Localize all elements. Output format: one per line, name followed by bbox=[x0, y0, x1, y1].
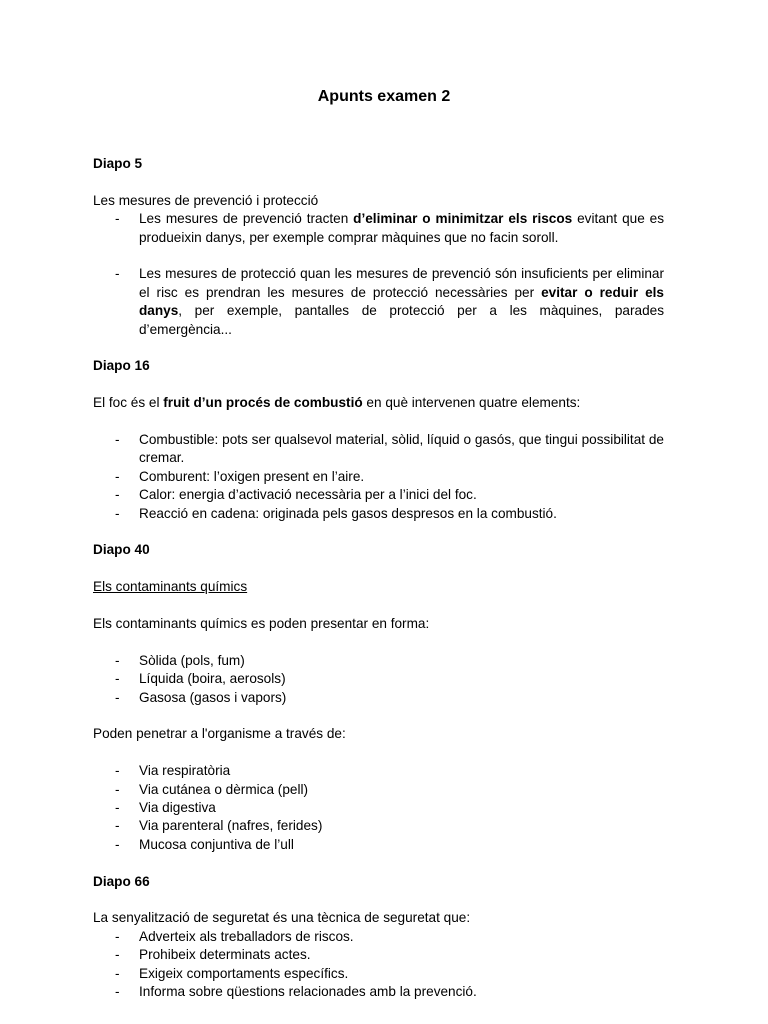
list-item bbox=[93, 836, 664, 854]
intro-text: El foc és el bbox=[93, 395, 164, 411]
section-intro: Les mesures de prevenció i protecció bbox=[93, 192, 319, 208]
item-emphasis: d’eliminar o minimitzar els riscos bbox=[353, 211, 573, 227]
bullet-dash: - bbox=[115, 671, 120, 687]
section-heading-diapo-5: Diapo 5 bbox=[93, 156, 143, 171]
item-text: Comburent: l’oxigen present en l’aire. bbox=[139, 468, 365, 484]
list-item bbox=[93, 817, 664, 835]
bullet-dash: - bbox=[115, 468, 120, 484]
item-text: Adverteix als treballadors de riscos. bbox=[139, 928, 354, 944]
list-item bbox=[93, 468, 664, 486]
fire-elements-list bbox=[93, 431, 664, 523]
list-item bbox=[93, 781, 664, 799]
bullet-dash: - bbox=[115, 266, 120, 282]
list-item bbox=[93, 965, 664, 983]
list-item bbox=[93, 762, 664, 780]
section-subtitle: Els contaminants químics bbox=[93, 579, 248, 595]
bullet-dash: - bbox=[115, 689, 120, 705]
bullet-dash: - bbox=[115, 984, 120, 1000]
bullet-dash: - bbox=[115, 800, 120, 816]
bullet-dash: - bbox=[115, 763, 120, 779]
list-item bbox=[93, 799, 664, 817]
section-heading-diapo-66: Diapo 66 bbox=[93, 873, 150, 889]
signage-list bbox=[93, 928, 664, 1002]
item-emphasis: evitar o reduir els danys bbox=[139, 284, 664, 319]
bullet-dash: - bbox=[115, 965, 120, 981]
section-intro: La senyalització de seguretat és una tècnica de seguretat que: bbox=[93, 910, 471, 926]
item-text: Via parenteral (nafres, ferides) bbox=[139, 818, 323, 834]
item-text: Líquida (boira, aerosols) bbox=[139, 671, 286, 687]
bullet-dash: - bbox=[115, 432, 120, 448]
prevention-list bbox=[93, 210, 664, 339]
section-intro bbox=[93, 394, 664, 412]
item-text: Mucosa conjuntiva de l’ull bbox=[139, 836, 294, 852]
bullet-dash: - bbox=[115, 928, 120, 944]
section-intro: Els contaminants químics es poden presentar en forma: bbox=[93, 616, 430, 632]
item-text: Via digestiva bbox=[139, 800, 216, 816]
list-item bbox=[93, 946, 664, 964]
item-text: Reacció en cadena: originada pels gasos despresos en la combustió. bbox=[139, 505, 557, 521]
list-item bbox=[93, 983, 664, 1001]
item-text: Exigeix comportaments específics. bbox=[139, 965, 349, 981]
list-item bbox=[93, 431, 664, 468]
bullet-dash: - bbox=[115, 505, 120, 521]
list-item bbox=[93, 689, 664, 707]
list-item bbox=[93, 670, 664, 688]
document-title: Apunts examen 2 bbox=[317, 88, 451, 105]
item-text: , per exemple, pantalles de protecció per a les màquines, parades d’emergència... bbox=[139, 303, 664, 337]
bullet-dash: - bbox=[115, 947, 120, 963]
list-item bbox=[93, 265, 664, 339]
section-heading-diapo-16: Diapo 16 bbox=[93, 358, 150, 374]
bullet-dash: - bbox=[115, 781, 120, 797]
item-text: Calor: energia d’activació necessària per a l’inici del foc. bbox=[139, 487, 477, 503]
section-intro: Poden penetrar a l'organisme a través de: bbox=[93, 726, 346, 742]
item-text: Via cutánea o dèrmica (pell) bbox=[139, 781, 309, 797]
list-item bbox=[93, 928, 664, 946]
bullet-dash: - bbox=[115, 487, 120, 503]
list-item bbox=[93, 505, 664, 523]
bullet-dash: - bbox=[115, 836, 120, 852]
intro-emphasis: fruit d’un procés de combustió bbox=[163, 395, 363, 411]
document-body bbox=[93, 155, 664, 1020]
item-text: Combustible: pots ser qualsevol material, sòlid, líquid o gasós, que tingui possibilitat de cremar. bbox=[139, 432, 664, 466]
list-item bbox=[93, 486, 664, 504]
item-text: Via respiratòria bbox=[139, 763, 231, 779]
list-item bbox=[93, 210, 664, 247]
forms-list bbox=[93, 652, 664, 707]
list-item bbox=[93, 652, 664, 670]
item-text: Gasosa (gasos i vapors) bbox=[139, 689, 287, 705]
section-heading-diapo-40: Diapo 40 bbox=[93, 542, 150, 558]
item-text: Informa sobre qüestions relacionades amb la prevenció. bbox=[139, 984, 477, 1000]
bullet-dash: - bbox=[115, 818, 120, 834]
item-text: Les mesures de prevenció tracten bbox=[139, 211, 354, 227]
item-text: evitant que es produeixin danys, per exemple comprar màquines que no facin soroll. bbox=[139, 211, 665, 245]
bullet-dash: - bbox=[115, 211, 120, 227]
intro-text: en què intervenen quatre elements: bbox=[362, 395, 581, 411]
item-text: Les mesures de protecció quan les mesures de prevenció són insuficients per eliminar el risc es prendran les mesures de protecció necessàries per bbox=[139, 266, 664, 300]
item-text: Sòlida (pols, fum) bbox=[139, 652, 245, 668]
bullet-dash: - bbox=[115, 652, 120, 668]
routes-list bbox=[93, 762, 664, 854]
item-text: Prohibeix determinats actes. bbox=[139, 947, 311, 963]
